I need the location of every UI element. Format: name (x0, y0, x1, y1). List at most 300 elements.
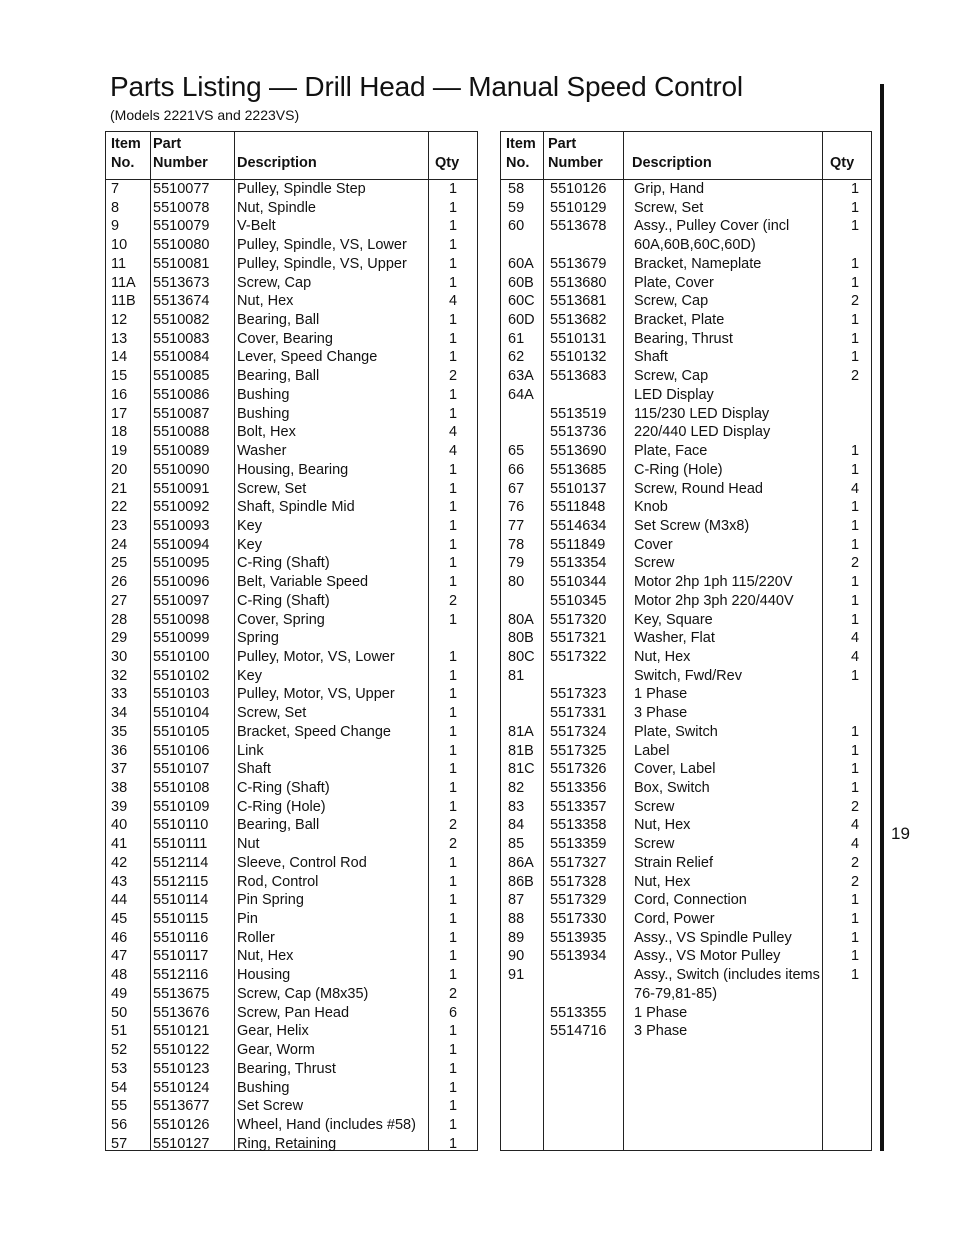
description: Motor 2hp 3ph 220/440V (634, 592, 794, 609)
part-number: 5510077 (153, 181, 210, 197)
item-number: 33 (111, 686, 128, 703)
item-number: 36 (111, 742, 128, 759)
quantity: 1 (448, 1098, 458, 1115)
quantity: 1 (448, 1079, 458, 1096)
description: Assy., Pulley Cover (incl 60A,60B,60C,60D) (634, 218, 790, 254)
quantity: 1 (448, 929, 458, 946)
description: Gear, Helix (237, 1023, 309, 1040)
quantity: 4 (850, 648, 860, 665)
quantity: 2 (850, 293, 860, 310)
item-number: 35 (111, 723, 128, 740)
quantity: 4 (448, 293, 458, 310)
table-row (106, 517, 477, 536)
item-number: 60A (508, 255, 534, 272)
part-number: 5517324 (550, 723, 607, 740)
part-number: 5510098 (153, 611, 210, 628)
item-number: 15 (111, 368, 128, 385)
item-number: 40 (111, 817, 128, 834)
description: Switch, Fwd/Rev (634, 667, 742, 684)
part-number: 5510132 (550, 349, 607, 366)
part-number: 5510127 (153, 1135, 210, 1152)
quantity: 1 (850, 218, 860, 235)
table-row (106, 891, 477, 910)
part-number: 5510082 (153, 312, 210, 329)
table-row (501, 199, 871, 218)
table-row (106, 255, 477, 274)
quantity: 1 (448, 686, 458, 703)
quantity: 1 (448, 1116, 458, 1133)
quantity: 1 (448, 761, 458, 778)
quantity: 2 (448, 368, 458, 385)
item-number: 61 (508, 330, 525, 347)
table-row (501, 536, 871, 555)
description: Nut, Hex (634, 873, 691, 890)
table-row (501, 947, 871, 966)
table-row (501, 348, 871, 367)
item-number: 66 (508, 461, 525, 478)
part-number: 5510085 (153, 368, 210, 385)
description: Bracket, Nameplate (634, 255, 762, 272)
item-number: 83 (508, 798, 525, 815)
quantity: 1 (448, 237, 458, 254)
quantity: 1 (850, 780, 860, 796)
description: Set Screw (M3x8) (634, 517, 750, 534)
part-number: 5510090 (153, 461, 210, 478)
parts-table-right (500, 131, 872, 1151)
item-number: 86B (508, 873, 534, 890)
table-row (501, 311, 871, 330)
quantity: 2 (850, 854, 860, 871)
item-number: 20 (111, 461, 128, 478)
part-number: 5510111 (153, 836, 208, 853)
description: Pulley, Motor, VS, Upper (237, 686, 395, 703)
quantity: 1 (448, 854, 458, 871)
item-number: 24 (111, 536, 128, 553)
description: Shaft, Spindle Mid (237, 499, 355, 516)
description: Pulley, Spindle, VS, Upper (237, 255, 407, 272)
part-number: 5510083 (153, 330, 210, 347)
description: Pulley, Spindle Step (237, 181, 366, 197)
quantity: 4 (448, 424, 458, 441)
item-number: 81B (508, 742, 534, 759)
item-number: 39 (111, 798, 128, 815)
part-number: 5510124 (153, 1079, 210, 1096)
item-number: 60B (508, 274, 534, 291)
table-row (106, 442, 477, 461)
item-number: 11B (111, 293, 136, 310)
header-item-line1: Item (506, 136, 536, 152)
item-number: 8 (111, 199, 120, 216)
table-row (501, 217, 871, 254)
item-number: 21 (111, 480, 128, 497)
description: Bushing (237, 386, 290, 403)
description: Nut (237, 836, 260, 853)
part-number: 5517326 (550, 761, 607, 778)
part-number: 5517325 (550, 742, 607, 759)
description: Cover, Spring (237, 611, 325, 628)
item-number: 78 (508, 536, 525, 553)
table-row (106, 723, 477, 742)
item-number: 82 (508, 780, 525, 796)
table-row (501, 854, 871, 873)
description: Assy., Switch (includes items 76-79,81-85) (634, 967, 820, 1002)
header-item-line2: No. (111, 155, 135, 171)
description: Screw, Cap (237, 274, 312, 291)
part-number: 5517327 (550, 854, 607, 871)
part-number: 5513679 (550, 255, 607, 272)
description: 1 Phase (634, 686, 688, 703)
page-subtitle: (Models 2221VS and 2223VS) (110, 107, 300, 123)
table-row (106, 292, 477, 311)
table-row (106, 1041, 477, 1060)
quantity: 1 (850, 892, 860, 909)
quantity: 1 (850, 255, 860, 272)
quantity: 1 (448, 648, 458, 665)
quantity: 1 (850, 967, 860, 984)
description: Key (237, 536, 262, 553)
description: Roller (237, 929, 275, 946)
item-number: 60 (508, 218, 525, 235)
part-number: 5511848 (550, 499, 606, 516)
part-number: 5510345 (550, 592, 607, 609)
description: Lever, Speed Change (237, 349, 378, 366)
part-number: 5510122 (153, 1042, 210, 1059)
quantity: 1 (448, 517, 458, 534)
quantity: 1 (448, 574, 458, 591)
part-number: 5513357 (550, 798, 607, 815)
description: Belt, Variable Speed (237, 574, 369, 591)
item-number: 12 (111, 312, 128, 329)
part-number: 5513673 (153, 274, 210, 291)
description: 220/440 LED Display (634, 424, 771, 441)
quantity: 4 (850, 836, 860, 853)
quantity: 1 (850, 574, 860, 591)
part-number: 5510344 (550, 574, 607, 591)
part-number: 5510092 (153, 499, 210, 516)
quantity: 1 (448, 742, 458, 759)
item-number: 38 (111, 780, 128, 796)
quantity: 1 (850, 349, 860, 366)
description: 115/230 LED Display (634, 405, 770, 422)
item-number: 81A (508, 723, 534, 740)
description: Gear, Worm (237, 1042, 315, 1059)
description: Assy., VS Motor Pulley (634, 948, 781, 965)
table-row (106, 461, 477, 480)
header-item-line2: No. (506, 155, 530, 171)
quantity: 1 (448, 798, 458, 815)
table-row (501, 330, 871, 349)
quantity: 1 (448, 1135, 458, 1152)
part-number: 5513934 (550, 948, 607, 965)
table-row (106, 929, 477, 948)
quantity: 1 (448, 911, 458, 928)
header-description: Description (237, 155, 317, 171)
part-number: 5513674 (153, 293, 210, 310)
header-part-line2: Number (548, 155, 603, 171)
part-number: 5510087 (153, 405, 210, 422)
part-number: 5510107 (153, 761, 210, 778)
item-number: 80B (508, 630, 534, 647)
quantity: 1 (448, 181, 458, 197)
part-number: 5510126 (153, 1116, 210, 1133)
description: LED Display (634, 386, 714, 403)
quantity: 4 (850, 630, 860, 647)
item-number: 45 (111, 911, 128, 928)
description: Pulley, Spindle, VS, Lower (237, 237, 407, 254)
item-number: 54 (111, 1079, 128, 1096)
table-row (106, 947, 477, 966)
item-number: 64A (508, 386, 534, 403)
description: Rod, Control (237, 873, 319, 890)
item-number: 32 (111, 667, 128, 684)
table-row (501, 554, 871, 573)
table-row (106, 217, 477, 236)
description: Bolt, Hex (237, 424, 296, 441)
quantity: 1 (850, 181, 860, 197)
item-number: 42 (111, 854, 128, 871)
part-number: 5510121 (153, 1023, 210, 1040)
item-number: 89 (508, 929, 525, 946)
item-number: 28 (111, 611, 128, 628)
description: Cover, Bearing (237, 330, 333, 347)
quantity: 1 (448, 967, 458, 984)
description: Motor 2hp 1ph 115/220V (634, 574, 793, 591)
item-number: 50 (111, 1004, 128, 1021)
description: Shaft (634, 349, 668, 366)
quantity: 1 (448, 405, 458, 422)
part-number: 5510137 (550, 480, 607, 497)
part-number: 5511849 (550, 536, 606, 553)
table-row (501, 685, 871, 704)
item-number: 62 (508, 349, 525, 366)
header-part-line1: Part (548, 136, 577, 152)
description: Shaft (237, 761, 271, 778)
part-number: 5513354 (550, 555, 607, 572)
quantity: 1 (850, 611, 860, 628)
item-number: 18 (111, 424, 128, 441)
description: Bearing, Ball (237, 817, 320, 834)
table-row (501, 629, 871, 648)
part-number: 5510078 (153, 199, 210, 216)
quantity: 1 (448, 499, 458, 516)
table-row (501, 910, 871, 929)
item-number: 56 (111, 1116, 128, 1133)
description: C-Ring (Shaft) (237, 555, 330, 572)
table-row (501, 292, 871, 311)
description: Key, Square (634, 611, 713, 628)
description: Washer, Flat (634, 630, 715, 647)
part-number: 5513519 (550, 405, 607, 422)
part-number: 5510104 (153, 705, 210, 722)
quantity: 1 (850, 929, 860, 946)
item-number: 60D (508, 312, 535, 329)
item-number: 37 (111, 761, 128, 778)
description: Pin Spring (237, 892, 304, 909)
table-row (106, 367, 477, 386)
part-number: 5513676 (153, 1004, 210, 1021)
table-row (501, 667, 871, 686)
table-row (106, 480, 477, 499)
table-row (106, 1079, 477, 1098)
description: Screw, Pan Head (237, 1004, 350, 1021)
table-row (501, 760, 871, 779)
description: C-Ring (Shaft) (237, 780, 330, 796)
description: Screw, Cap (634, 293, 709, 310)
quantity: 1 (850, 667, 860, 684)
table-row (501, 873, 871, 892)
quantity: 2 (448, 817, 458, 834)
part-number: 5513935 (550, 929, 607, 946)
description: 3 Phase (634, 705, 688, 722)
quantity: 4 (448, 443, 458, 460)
table-row (501, 723, 871, 742)
table-row (501, 704, 871, 723)
quantity: 1 (448, 330, 458, 347)
item-number: 26 (111, 574, 128, 591)
quantity: 1 (850, 592, 860, 609)
header-qty: Qty (435, 155, 460, 171)
quantity: 1 (448, 1042, 458, 1059)
part-number: 5510086 (153, 386, 210, 403)
table-row (501, 274, 871, 293)
table-row (501, 816, 871, 835)
description: Set Screw (237, 1098, 304, 1115)
header-part-line1: Part (153, 136, 182, 152)
part-number: 5510126 (550, 181, 607, 197)
item-number: 81C (508, 761, 535, 778)
description: Housing, Bearing (237, 461, 349, 478)
quantity: 1 (850, 911, 860, 928)
table-row (106, 798, 477, 817)
description: Screw, Round Head (634, 480, 763, 497)
table-body-right (501, 180, 871, 1041)
part-number: 5513683 (550, 368, 607, 385)
item-number: 80 (508, 574, 525, 591)
item-number: 51 (111, 1023, 128, 1040)
item-number: 87 (508, 892, 525, 909)
table-row (501, 461, 871, 480)
part-number: 5510088 (153, 424, 210, 441)
quantity: 1 (448, 349, 458, 366)
quantity: 1 (850, 948, 860, 965)
description: Bearing, Thrust (237, 1060, 336, 1077)
table-row (106, 779, 477, 798)
part-number: 5510103 (153, 686, 210, 703)
item-number: 63A (508, 368, 534, 385)
quantity: 1 (448, 255, 458, 272)
part-number: 5513677 (153, 1098, 210, 1115)
description: Wheel, Hand (includes #58) (237, 1116, 416, 1133)
table-row (106, 629, 477, 648)
description: Screw (634, 836, 675, 853)
table-row (106, 536, 477, 555)
table-row (106, 423, 477, 442)
part-number: 5513359 (550, 836, 607, 853)
quantity: 1 (448, 611, 458, 628)
item-number: 53 (111, 1060, 128, 1077)
part-number: 5513355 (550, 1004, 607, 1021)
description: Housing (237, 967, 291, 984)
table-row (106, 873, 477, 892)
table-row (106, 386, 477, 405)
item-number: 52 (111, 1042, 128, 1059)
table-row (106, 611, 477, 630)
quantity: 2 (850, 798, 860, 815)
table-row (106, 648, 477, 667)
table-body-left (106, 180, 477, 1153)
description: Sleeve, Control Rod (237, 854, 367, 871)
description: Nut, Hex (634, 817, 691, 834)
part-number: 5512116 (153, 967, 209, 984)
item-number: 17 (111, 405, 128, 422)
part-number: 5510108 (153, 780, 210, 796)
part-number: 5510095 (153, 555, 210, 572)
description: Screw, Cap (M8x35) (237, 985, 369, 1002)
quantity: 1 (448, 536, 458, 553)
quantity: 1 (448, 312, 458, 329)
description: Knob (634, 499, 668, 516)
part-number: 5513675 (153, 985, 210, 1002)
item-number: 80A (508, 611, 534, 628)
table-row (501, 798, 871, 817)
header-description: Description (632, 155, 712, 171)
item-number: 44 (111, 892, 128, 909)
item-number: 27 (111, 592, 128, 609)
table-row (106, 910, 477, 929)
part-number: 5510096 (153, 574, 210, 591)
part-number: 5510079 (153, 218, 210, 235)
description: Bearing, Thrust (634, 330, 733, 347)
description: Nut, Hex (237, 293, 294, 310)
part-number: 5510131 (550, 330, 607, 347)
description: Bracket, Speed Change (237, 723, 391, 740)
quantity: 1 (850, 330, 860, 347)
quantity: 1 (448, 873, 458, 890)
description: Cord, Connection (634, 892, 747, 909)
table-row (106, 966, 477, 985)
quantity: 1 (448, 667, 458, 684)
part-number: 5510094 (153, 536, 210, 553)
part-number: 5510109 (153, 798, 210, 815)
table-row (501, 180, 871, 199)
quantity: 1 (448, 274, 458, 291)
part-number: 5510080 (153, 237, 210, 254)
page-number: 19 (891, 824, 910, 843)
table-row (106, 405, 477, 424)
table-row (501, 517, 871, 536)
item-number: 23 (111, 517, 128, 534)
description: Screw, Set (634, 199, 704, 216)
table-row (106, 742, 477, 761)
part-number: 5517329 (550, 892, 607, 909)
table-row (106, 311, 477, 330)
item-number: 11 (111, 255, 127, 272)
part-number: 5513736 (550, 424, 607, 441)
item-number: 48 (111, 967, 128, 984)
quantity: 1 (448, 555, 458, 572)
description: Plate, Face (634, 443, 708, 460)
part-number: 5517322 (550, 648, 607, 665)
quantity: 2 (850, 368, 860, 385)
quantity: 1 (448, 386, 458, 403)
quantity: 2 (850, 555, 860, 572)
quantity: 1 (448, 705, 458, 722)
description: Washer (237, 443, 287, 460)
item-number: 79 (508, 555, 525, 572)
item-number: 22 (111, 499, 128, 516)
description: Nut, Spindle (237, 199, 316, 216)
part-number: 5510129 (550, 199, 607, 216)
